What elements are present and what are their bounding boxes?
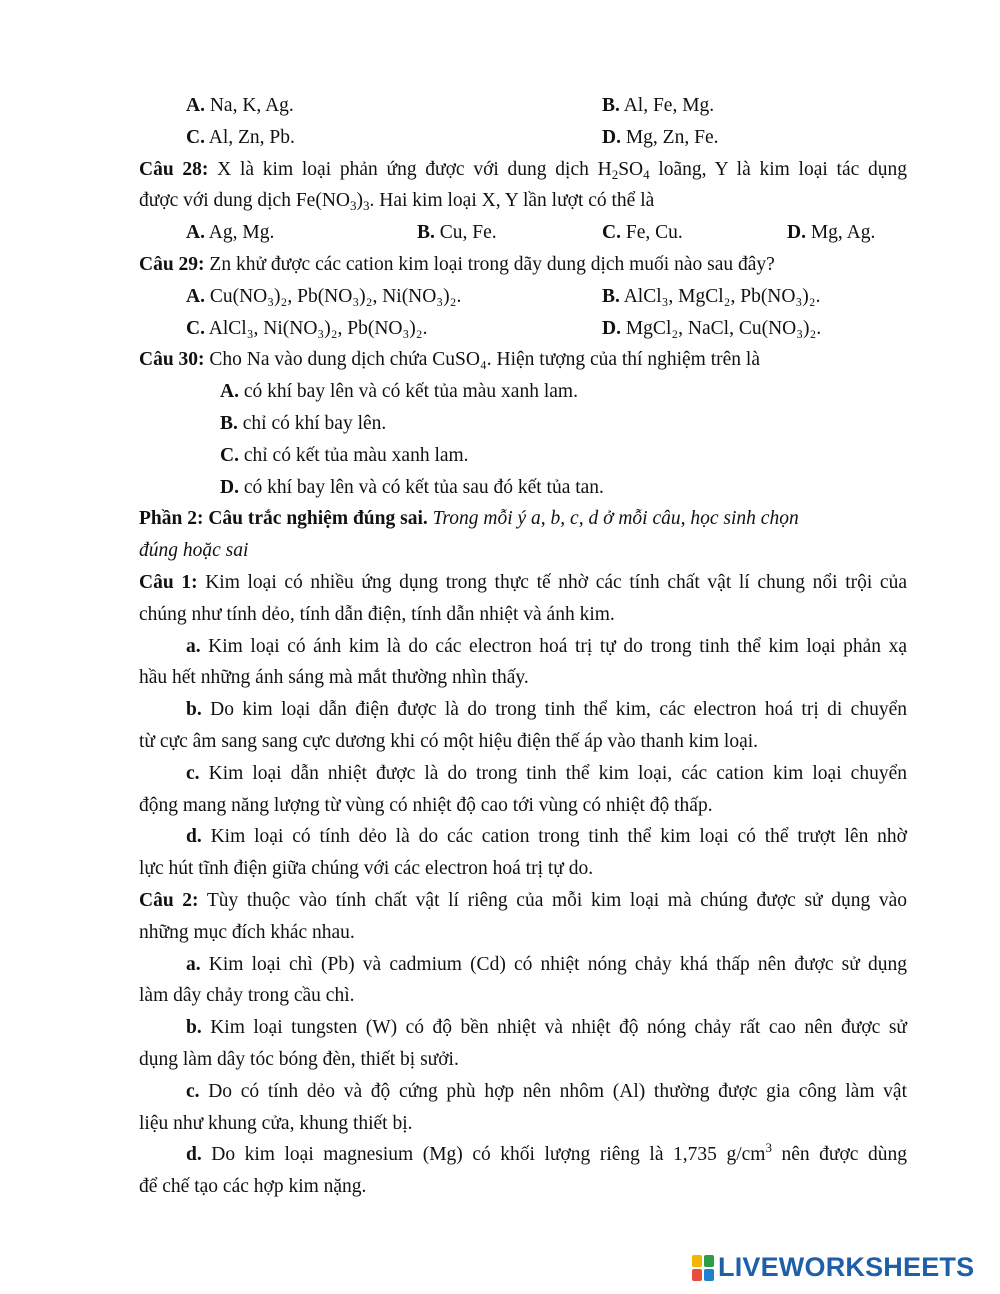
q28-stem-line-2: được với dung dịch $Fe(NO_3)_3$. Hai kim loại X, Y lần lượt có thể là [139, 190, 655, 214]
q29-options-row-2 [139, 313, 907, 345]
c2-statement-a-line-2: làm dây chảy trong cầu chì. [139, 985, 355, 1007]
q29-options-row-1 [139, 281, 907, 313]
q29-option-c: C. AlCl₃, Ni(NO₃)₂, Pb(NO₃)₂. [186, 317, 428, 339]
liveworksheets-logo[interactable] [692, 1252, 974, 1283]
q29-option-d: D. MgCl₂, NaCl, Cu(NO₃)₂. [602, 317, 822, 339]
q27-option-a: A. Na, K, Ag. [186, 95, 294, 116]
c1-statement-d-line-2: lực hút tĩnh điện giữa chúng với các electron hoá trị tự do. [139, 858, 594, 880]
q28-option-d: D. Mg, Ag. [787, 222, 876, 244]
q27-option-c: C. Al, Zn, Pb. [186, 126, 295, 148]
liveworksheets-logo-text: LIVEWORKSHEETS [718, 1252, 975, 1282]
q27-options-row-1 [139, 90, 907, 122]
c2-statement-b-line-2: dụng làm dây tóc bóng đèn, thiết bị sưởi. [139, 1048, 459, 1070]
part2-heading: Phần 2: Câu trắc nghiệm đúng sai. Trong mỗi ý a, b, c, d ở mỗi câu, học sinh chọn [139, 508, 799, 530]
c2-statement-d-line-2: để chế tạo các hợp kim nặng. [139, 1176, 367, 1198]
c2-statement-d: d. Do kim loại magnesium (Mg) có khối lượng riêng là 1,735 $g/cm^3$ nên được dùng [186, 1140, 907, 1166]
q30-stem: Câu 30: Cho Na vào dung dịch chứa CuSO₄. Hiện tượng của thí nghiệm trên là [139, 349, 760, 371]
c2-stem-line-2: những mục đích khác nhau. [139, 921, 355, 943]
q27-options-row-2 [139, 122, 907, 154]
q28-options-row [139, 217, 907, 249]
q29-option-a: A. Cu(NO₃)₂, Pb(NO₃)₂, Ni(NO₃)₂. [186, 285, 462, 307]
c1-stem-line-2: chúng như tính dẻo, tính dẫn điện, tính dẫn nhiệt và ánh kim. [139, 603, 615, 625]
c1-statement-b: b. Do kim loại dẫn điện được là do trong tinh thể kim, các electron hoá trị di chuyển [186, 699, 907, 721]
q28-option-b: B. Cu, Fe. [417, 222, 497, 244]
q27-option-b: B. Al, Fe, Mg. [602, 95, 715, 116]
q28-option-c: C. Fe, Cu. [602, 222, 683, 244]
c2-statement-b: b. Kim loại tungsten (W) có độ bền nhiệt và nhiệt độ nóng chảy rất cao nên được sử [186, 1017, 907, 1039]
c2-statement-c-line-2: liệu như khung cửa, khung thiết bị. [139, 1112, 413, 1134]
q30-option-b: B. chỉ có khí bay lên. [220, 412, 387, 434]
q28-option-a: A. Ag, Mg. [186, 222, 275, 244]
q29-option-b: B. AlCl₃, MgCl₂, Pb(NO₃)₂. [602, 285, 821, 307]
part2-instruction-line-2: đúng hoặc sai [139, 540, 249, 562]
liveworksheets-logo-icon [692, 1255, 714, 1281]
c1-statement-a: a. Kim loại có ánh kim là do các electron hoá trị tự do trong tinh thể kim loại phản xạ [186, 635, 907, 657]
q30-option-c: C. chỉ có kết tủa màu xanh lam. [220, 444, 469, 466]
c1-statement-d: d. Kim loại có tính dẻo là do các cation trong tinh thể kim loại có thể trượt lên nhờ [186, 826, 907, 848]
c1-statement-c-line-2: động mang năng lượng từ vùng có nhiệt độ cao tới vùng có nhiệt độ thấp. [139, 794, 713, 816]
c1-stem-line-1: Câu 1: Kim loại có nhiều ứng dụng trong thực tế nhờ các tính chất vật lí chung nổi trội của [139, 571, 907, 593]
q27-option-d: D. Mg, Zn, Fe. [602, 126, 719, 148]
q30-option-d: D. có khí bay lên và có kết tủa sau đó kết tủa tan. [220, 476, 604, 498]
c2-stem-line-1: Câu 2: Tùy thuộc vào tính chất vật lí riêng của mỗi kim loại mà chúng được sử dụng vào [139, 889, 908, 911]
worksheet-page [139, 90, 907, 1203]
q29-stem: Câu 29: Zn khử được các cation kim loại trong dãy dung dịch muối nào sau đây? [139, 253, 775, 275]
c2-statement-a: a. Kim loại chì (Pb) và cadmium (Cd) có nhiệt nóng chảy khá thấp nên được sử dụng [186, 953, 907, 975]
c2-statement-c: c. Do có tính dẻo và độ cứng phù hợp nên nhôm (Al) thường được gia công làm vật [186, 1080, 907, 1102]
q30-option-a: A. có khí bay lên và có kết tủa màu xanh lam. [220, 381, 578, 403]
c1-statement-c: c. Kim loại dẫn nhiệt được là do trong tinh thể kim loại, các cation kim loại chuyển [186, 762, 907, 784]
q28-stem-line-1: Câu 28: X là kim loại phản ứng được với dung dịch $H_2SO_4$ loãng, Y là kim loại tác dụng [139, 158, 908, 182]
c1-statement-b-line-2: từ cực âm sang sang cực dương khi có một hiệu điện thế áp vào thanh kim loại. [139, 730, 759, 752]
c1-statement-a-line-2: hầu hết những ánh sáng mà mắt thường nhìn thấy. [139, 667, 529, 689]
